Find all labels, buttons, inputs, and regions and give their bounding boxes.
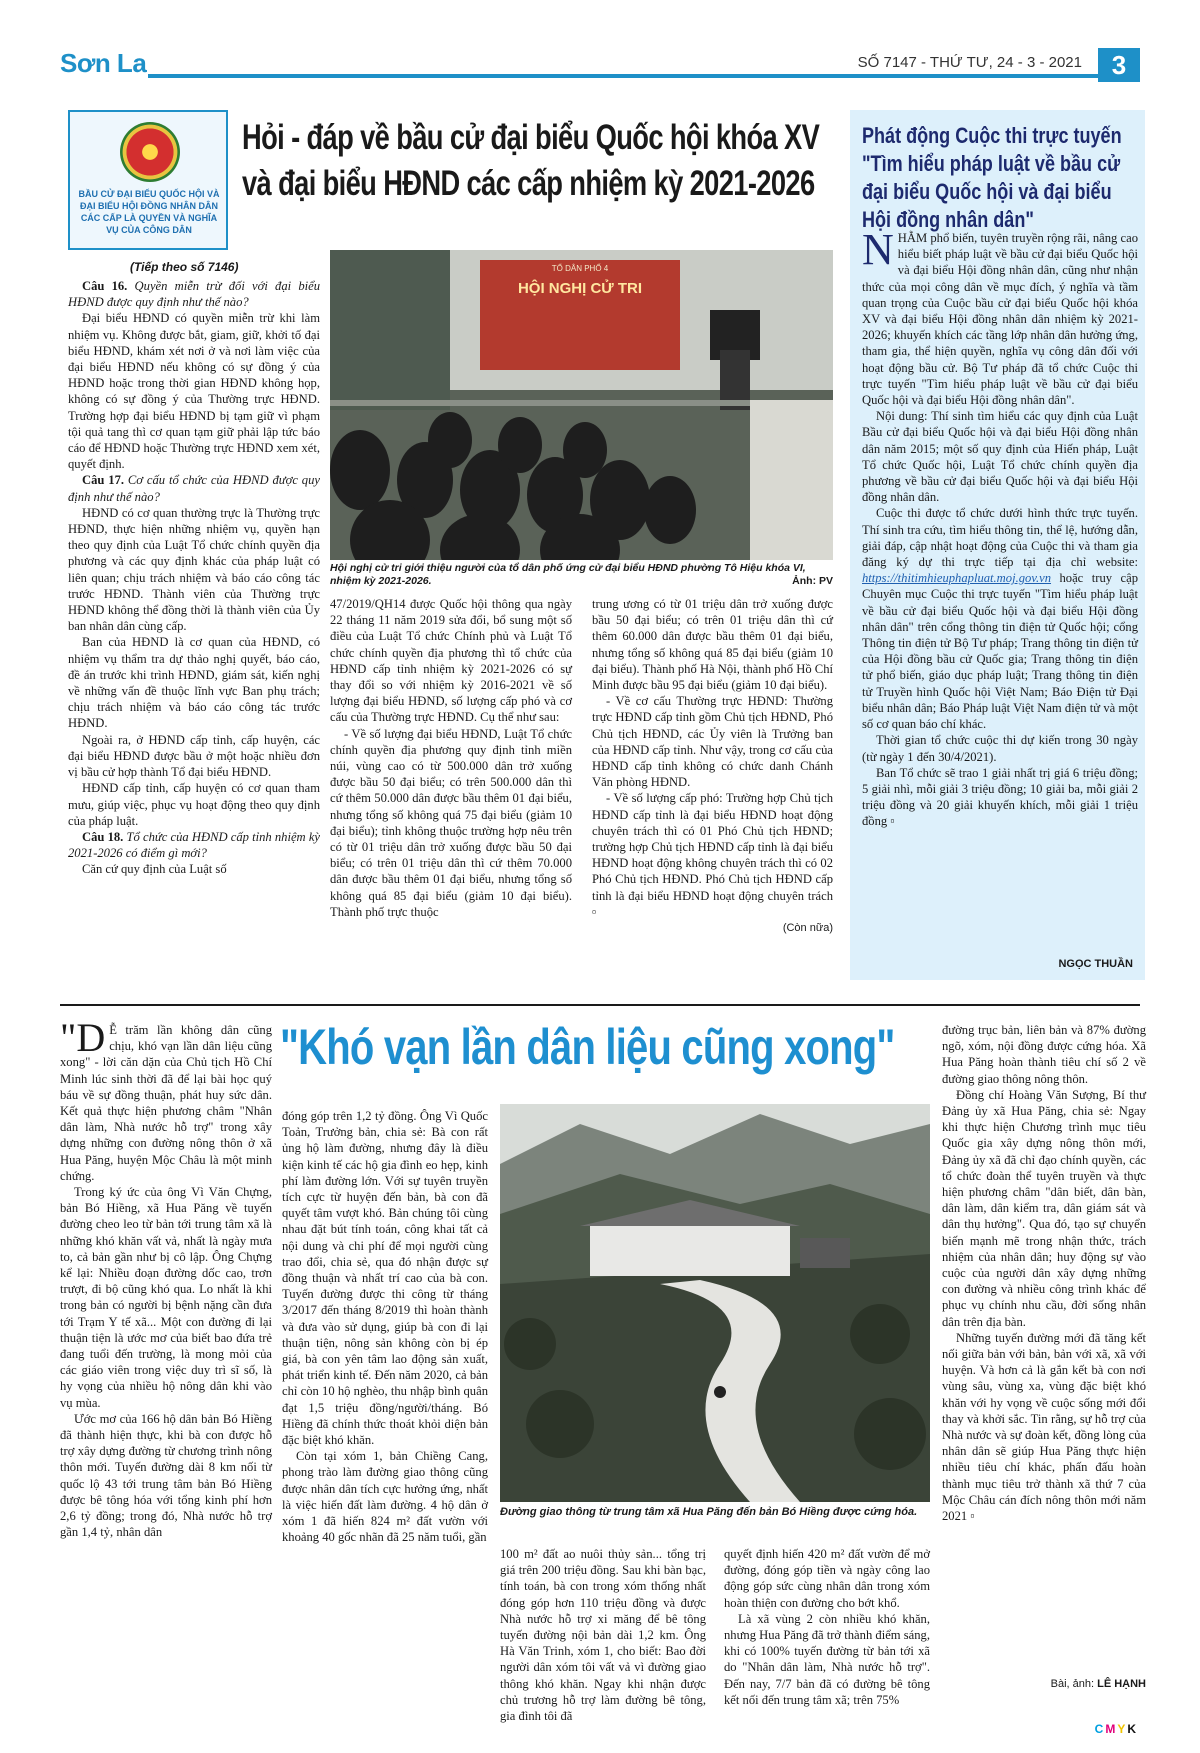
- article1-column-2: [330, 596, 572, 920]
- article2-paragraph: Ước mơ của 166 hộ dân bản Bó Hiềng đã thành hiện thực, khi bà con được hỗ trợ xây dựng đường từ chương trình nông thôn mới. Tuyến đường dài 8 km nối từ quốc lộ 43 tới trung tâm bản Bó Hiềng được bê tông hóa với tổng kinh phí hơn 2,6 tỷ đồng; trong đó, Nhà nước hỗ trợ gần 1,4 tỷ, nhân dân: [60, 1411, 272, 1540]
- cmyk-c: C: [1094, 1722, 1106, 1736]
- contest-website-link[interactable]: https://thitimhieuphapluat.moj.gov.vn: [862, 571, 1052, 586]
- mountain-road-illustration: [500, 1104, 930, 1502]
- issue-info: SỐ 7147 - THỨ TƯ, 24 - 3 - 2021: [852, 54, 1088, 71]
- article2-paragraph: 100 m² đất ao nuôi thủy sản... tổng trị giá trên 200 triệu đồng. Sau khi bàn bạc, tính toán, bà con trong xóm thống nhất đóng góp hơn 110 triệu đồng và được Nhà nước hỗ trợ xi măng để bê tông tuyến đường nội bản dài 1,2 km. Ông Hà Văn Trinh, xóm 1, cho biết: Bao đời người dân xóm tôi vất vả vì đường giao thông khó khăn. Ngay khi nhận được chủ trương hỗ trợ làm đường bê tông, gia đình tôi đã: [500, 1547, 706, 1724]
- article2-column-5: [942, 1022, 1146, 1524]
- photo-banner-title: HỘI NGHỊ CỬ TRI: [517, 280, 643, 297]
- article2-author: [1051, 1678, 1146, 1690]
- author-label: Bài, ảnh:: [1050, 1678, 1095, 1690]
- header-rule: [148, 74, 1098, 78]
- answer-paragraph: HĐND có cơ quan thường trực là Thường trực HĐND, thực hiện những nhiệm vụ, quyền hạn theo quy định của Luật Tổ chức chính quyền địa phương và các quy định khác của pháp luật có liên quan; chịu trách nhiệm và báo cáo công tác trước HĐND. Thành viên của Thường trực HĐND không thể đồng thời là thành viên của Ủy ban nhân dân cùng cấp.: [68, 505, 320, 634]
- page-number: 3: [1098, 48, 1140, 82]
- sidebar-author: NGỌC THUẦN: [1058, 958, 1133, 970]
- sidebar-body: [862, 225, 1138, 830]
- answer-paragraph: trung ương có từ 01 triệu dân trở xuống được bầu 50 đại biểu; có trên 01 triệu dân thì cứ thêm 60.000 dân được bầu thêm 01 đại biểu, nhưng tổng số không quá 85 đại biểu (giảm 10 đại biểu). Thành phố Hà Nội, thành phố Hồ Chí Minh được bầu 95 đại biểu (giảm 10 đại biểu).: [592, 597, 833, 693]
- answer-paragraph: Đại biểu HĐND có quyền miễn trừ khi làm nhiệm vụ. Không được bắt, giam, giữ, khởi tố đại biểu HĐND, khám xét nơi ở và nơi làm việc của đại biểu HĐND nếu không có sự đồng ý của HĐND hoặc trong thời gian HĐND không họp, không có sự đồng ý của Thường trực HĐND. Trường hợp đại biểu HĐND bị tạm giữ vì phạm tội quả tang thì cơ quan tạm giữ phải lập tức báo cáo để HĐND hoặc Thường trực HĐND xem xét, quyết định.: [68, 311, 320, 472]
- article2-title: "Khó vạn lần dân liệu cũng xong": [280, 1019, 895, 1075]
- sidebar-paragraph: Cuộc thi được tổ chức dưới hình thức trực tuyến. Thí sinh tra cứu, tìm hiểu thông tin, thể lệ, hướng dẫn, giải đáp, cập nhật hoạt động của Cuộc thi và tham gia đăng ký dự thi trực tiếp tại địa chỉ website: https://thitimhieuphapluat.moj.gov.vn hoặc truy cập Chuyên mục Cuộc thi trực tuyến "Tìm hiểu pháp luật về bầu cử đại biểu Quốc hội và đại biểu Hội đồng nhân dân" trên cổng thông tin điện tử Quốc hội; cổng Thông tin điện tử Bộ Tư pháp; Trang thông tin điện tử của Hội đồng bầu cử Quốc gia; Trang thông tin điện tử phổ biến, giáo dục pháp luật; Trang thông tin điện tử Truyền hình Quốc hội Việt Nam; Báo Điện tử Đại biểu nhân dân; Báo Pháp luật Việt Nam điện tử và một số cơ quan báo chí khác.: [862, 506, 1138, 732]
- article2-paragraph: Ễ trăm lần không dân cũng chịu, khó vạn lần dân liệu cũng xong" - lời căn dặn của Chủ tịch Hồ Chí Minh lúc sinh thời đã để lại bài học quý báu về sự đồng thuận, phát huy sức dân. Kết quả thực hiện phương châm "Nhân dân làm, Nhà nước hỗ trợ" trong xây dựng những con đường nông thôn ở xã Hua Păng, huyện Mộc Châu là một minh chứng.: [60, 1023, 272, 1183]
- masthead: [60, 48, 1140, 84]
- article2-paragraph: Những tuyến đường mới đã tăng kết nối giữa bản với bản, bản với xã, xã với huyện. Và hơn cả là gắn kết bà con nơi vùng sâu, vùng xa, vùng đặc biệt khó khăn với hy vọng về cuộc sống mới đổi thay và khởi sắc. Tin rằng, sự hỗ trợ của Nhà nước và sự đoàn kết, đồng lòng của nhân dân sẽ giúp Hua Păng thực hiện nhiều tiêu chí khác, phấn đấu hoàn thành mục tiêu trở thành xã thứ 7 của Mộc Châu cán đích nông thôn mới năm 2021 ▫: [942, 1330, 1146, 1524]
- answer-paragraph: - Về cơ cấu Thường trực HĐND: Thường trực HĐND cấp tỉnh gồm Chủ tịch HĐND, Phó Chủ tịch HĐND, các Ủy viên là Trưởng ban của HĐND cấp tỉnh. Như vậy, trong cơ cấu của HĐND cấp tỉnh không có chức danh Chánh Văn phòng HĐND.: [592, 694, 833, 790]
- opening-quote: "D: [60, 1015, 106, 1060]
- sidebar-title: Phát động Cuộc thi trực tuyến "Tìm hiểu pháp luật về bầu cử đại biểu Quốc hội và đại biểu Hội đồng nhân dân": [862, 123, 1122, 232]
- continued-note: (Tiếp theo số 7146): [130, 260, 239, 274]
- to-be-continued: (Còn nữa): [782, 922, 833, 935]
- section-divider: [60, 1004, 1140, 1006]
- answer-paragraph: Căn cứ quy định của Luật số: [82, 862, 227, 877]
- article2-paragraph: đóng góp trên 1,2 tỷ đồng. Ông Vì Quốc Toản, Trưởng bản, chia sẻ: Bà con rất ủng hộ làm đường, nhưng đây là điều kiện kinh tế các hộ gia đình eo hẹp, kinh phí làm đường lớn. Với sự tuyên truyền tích cực từ huyện đến bản, bà con đã quyết tâm vượt khó. Bản chúng tôi cùng nhau đặt bút tính toán, công khai tất cả nội dung và chi phí để mọi người cùng trao đổi, chia sẻ, qua đó nhận được sự đồng thuận và nhất trí cao của bà con. Tuyến đường được thi công từ tháng 3/2017 đến tháng 8/2019 thì hoàn thành và đưa vào sử dụng, giúp bà con đi lại thuận tiện, nông sản không còn bị ép giá, bà con yên tâm lao động sản xuất, phát triển kinh tế. Đến năm 2020, cả bản chỉ còn 10 hộ nghèo, thu nhập bình quân đạt 1,5 triệu đồng/người/tháng. Bó Hiềng đã chính thức thoát khỏi diện bản đặc biệt khó khăn.: [282, 1109, 488, 1448]
- answer-paragraph: Ban của HĐND là cơ quan của HĐND, có nhiệm vụ thẩm tra dự thảo nghị quyết, báo cáo, đề án trước khi trình HĐND, giám sát, kiến nghị về những vấn đề thuộc lĩnh vực Ban phụ trách; chịu trách nhiệm và báo cáo công tác trước HĐND.: [68, 635, 320, 731]
- photo1-credit: Ảnh: PV: [792, 575, 833, 587]
- sidebar-paragraph: Nội dung: Thí sinh tìm hiểu các quy định của Luật Bầu cử đại biểu Quốc hội và đại biểu Hội đồng nhân dân năm 2015; một số quy định của Hiến pháp, Luật Tổ chức Quốc hội, Luật Tổ chức chính quyền địa phương về bầu cử đại biểu Quốc hội và đại biểu Hội đồng nhân dân.: [862, 409, 1138, 505]
- article2-paragraph: quyết định hiến 420 m² đất vườn để mở đường, đóng góp tiền và ngày công lao động góp sức cùng nhân dân trong xóm hoàn thiện con đường cho bớt khổ.: [724, 1547, 930, 1610]
- article2-paragraph: Còn tại xóm 1, bản Chiềng Cang, phong trào làm đường giao thông cũng được nhân dân tích cực hưởng ứng, nhất là việc hiến đất làm đường. 4 hộ dân ở xóm 1 đã hiến 824 m² đất vườn với khoảng 40 gốc nhãn đã 25 năm tuổi, gần: [282, 1449, 488, 1545]
- cmyk-m: M: [1105, 1722, 1118, 1736]
- sidebar-paragraph: Thời gian tổ chức cuộc thi dự kiến trong 30 ngày (từ ngày 1 đến 30/4/2021).: [862, 733, 1138, 764]
- article1-column-3: [592, 596, 833, 936]
- cmyk-k: K: [1127, 1722, 1138, 1736]
- election-seal-box: [68, 110, 228, 250]
- author-name: LÊ HẠNH: [1097, 1678, 1146, 1690]
- answer-paragraph: HĐND cấp tỉnh, cấp huyện có cơ quan tham mưu, giúp việc, phục vụ hoạt động theo quy định của pháp luật.: [68, 781, 320, 828]
- voter-conference-photo: [330, 250, 833, 560]
- section-name: Sơn La: [60, 48, 147, 78]
- answer-paragraph: 47/2019/QH14 được Quốc hội thông qua ngày 22 tháng 11 năm 2019 sửa đổi, bổ sung một số điều của Luật Tổ chức Chính phủ và Luật Tổ chức chính quyền địa phương thì tổ chức của HĐND cấp tỉnh nhiệm kỳ 2021-2026 có sự thay đổi so với nhiệm kỳ 2016-2021 về số lượng đại biểu HĐND, số lượng cấp phó và cơ cấu của Thường trực HĐND. Cụ thể như sau:: [330, 597, 572, 725]
- article2-paragraph: đường trục bản, liên bản và 87% đường ngõ, xóm, nội đồng được cứng hóa. Xã Hua Păng hoàn thành tiêu chí số 2 về đường giao thông nông thôn.: [942, 1023, 1146, 1086]
- photo1-caption: [330, 562, 833, 588]
- photo1-caption-text: Hội nghị cử tri giới thiệu người của tổ dân phố ứng cử đại biểu HĐND phường Tô Hiệu khóa VI, nhiệm kỳ 2021-2026.: [330, 562, 806, 587]
- article2-paragraph: Đồng chí Hoàng Văn Sượng, Bí thư Đảng ủy xã Hua Păng, chia sẻ: Ngay khi thực hiện Chương trình mục tiêu Quốc gia xây dựng nông thôn mới, Đảng ủy xã đã chỉ đạo chính quyền, các tổ chức đoàn thể tuyên truyền và thực hiện phương châm "dân biết, dân bàn, dân làm, dân kiểm tra, dân giám sát và dân thụ hưởng". Qua đó, tạo sự chuyển biến mạnh mẽ trong nhận thức, trách nhiệm của nhân dân; huy động sự vào cuộc của người dân xây dựng những con đường và nhiều công trình khác để phục vụ chính nhu cầu, đời sống nhân dân trên địa bàn.: [942, 1087, 1146, 1329]
- article2-column-4: [724, 1546, 930, 1708]
- article1-title-line1: Hỏi - đáp về bầu cử đại biểu Quốc hội khóa XV: [242, 118, 820, 157]
- cmyk-y: Y: [1117, 1722, 1128, 1736]
- answer-paragraph: Ngoài ra, ở HĐND cấp tỉnh, cấp huyện, các đại biểu HĐND được bầu ở một hoặc nhiều đơn vị bầu cử hợp thành Tổ đại biểu HĐND.: [68, 732, 320, 780]
- article2-column-3: [500, 1546, 706, 1724]
- answer-paragraph: - Về số lượng đại biểu HĐND, Luật Tổ chức chính quyền địa phương quy định tỉnh miền núi, vùng cao có từ 500.000 dân trở xuống được bầu 50 đại biểu; có trên 500.000 dân thì cứ thêm 50.000 dân được bầu thêm 01 đại biểu, nhưng tổng số không quá 75 đại biểu (giảm 10 đại biểu); tỉnh không thuộc trường hợp nêu trên có từ 01 triệu dân trở xuống được bầu 50 đại biểu; có trên 01 triệu dân thì cứ thêm 70.000 dân được bầu thêm 01 đại biểu, nhưng tổng số không quá 85 đại biểu (giảm 10 đại biểu). Thành phố trực thuộc: [330, 726, 572, 919]
- sidebar-paragraph: HẰM phổ biến, tuyên truyền rộng rãi, nâng cao hiểu biết pháp luật về bầu cử đại biểu Quốc hội và đại biểu Hội đồng nhân dân, cũng như nhận thức của mọi công dân về mục đích, ý nghĩa và tầm quan trọng của Cuộc bầu cử đại biểu Quốc hội khóa XV và đại biểu Hội đồng nhân dân nhiệm kỳ 2021-2026; khuyến khích các tầng lớp nhân dân hưởng ứng, tham gia, thể hiện quyền, nghĩa vụ công dân đối với hoạt động bầu cử. Bộ Tư pháp đã tổ chức Cuộc thi trực tuyến "Tìm hiểu pháp luật về bầu cử đại biểu Quốc hội và đại biểu Hội đồng nhân dân".: [862, 231, 1138, 408]
- road-photo: [500, 1104, 930, 1502]
- article2-column-2: [282, 1108, 488, 1545]
- sidebar-paragraph: Ban Tổ chức sẽ trao 1 giải nhất trị giá 6 triệu đồng; 5 giải nhì, mỗi giải 3 triệu đồng; 10 giải ba, mỗi giải 2 triệu đồng và 20 giải khuyến khích, mỗi giải 1 triệu đồng ▫: [862, 765, 1138, 829]
- question-16: Câu 16. Quyền miễn trừ đối với đại biểu HĐND được quy định như thế nào?: [68, 279, 321, 310]
- question-17: Câu 17. Cơ cấu tổ chức của HĐND được quy định như thế nào?: [68, 473, 320, 504]
- cmyk-print-marks: [1095, 1722, 1138, 1736]
- article2-column-1: [60, 1015, 272, 1541]
- seal-slogan: BẦU CỬ ĐẠI BIỂU QUỐC HỘI VÀ ĐẠI BIỂU HỘI ĐỒNG NHÂN DÂN CÁC CẤP LÀ QUYỀN VÀ NGHĨA VỤ CỦA CÔNG DÂN: [78, 189, 220, 235]
- question-18: Câu 18. Tổ chức của HĐND cấp tỉnh nhiệm kỳ 2021-2026 có điểm gì mới?: [68, 829, 320, 861]
- article1-title: [242, 115, 820, 207]
- contest-sidebar: [850, 110, 1145, 980]
- photo-banner-small: TỔ DÂN PHỐ 4: [551, 264, 609, 273]
- article2-paragraph: Trong ký ức của ông Vì Văn Chựng, bản Bó Hiềng, xã Hua Păng về tuyến đường cheo leo từ bản tới trung tâm xã là những khó khăn vất vả, nhất là ngày mưa to, cả bản gần như bị cô lập. Ông Chựng kể lại: Nhiều đoạn đường dốc cao, trơn trượt, đi bộ cũng khó qua. Lo nhất là khi trong bản có người bị bệnh nặng cần đưa tới Trạm Y tế xã... Một con đường đi lại thuận tiện là ước mơ của biết bao đứa trẻ đang tuổi đến trường, là mong mỏi của các giáo viên trong việc duy trì sĩ số, là hy vọng của nhiều hộ nông dân khi vào vụ mùa.: [60, 1185, 272, 1410]
- article1-title-line2: và đại biểu HĐND các cấp nhiệm kỳ 2021-2026: [242, 164, 815, 203]
- national-emblem-icon: [120, 122, 180, 182]
- photo2-caption: Đường giao thông từ trung tâm xã Hua Păng đến bản Bó Hiềng được cứng hóa.: [500, 1506, 918, 1518]
- article2-paragraph: Là xã vùng 2 còn nhiều khó khăn, nhưng Hua Păng đã trở thành điểm sáng, khi có 100% tuyến đường từ bản tới xã do "Nhân dân làm, Nhà nước hỗ trợ". Đến nay, 7/7 bản đã có đường bê tông kết nối đến trung tâm xã; trên 75%: [724, 1611, 930, 1707]
- article1-column-1: [68, 278, 320, 878]
- answer-paragraph: - Về số lượng cấp phó: Trường hợp Chủ tịch HĐND cấp tỉnh là đại biểu HĐND hoạt động chuyên trách thì có 01 Phó Chủ tịch HĐND; trường hợp Chủ tịch HĐND cấp tỉnh là đại biểu HĐND hoạt động không chuyên trách thì có 02 Phó Chủ tịch HĐND. Phó Chủ tịch HĐND cấp tỉnh là đại biểu HĐND hoạt động chuyên trách ▫: [592, 791, 833, 919]
- dropcap: N: [862, 225, 894, 274]
